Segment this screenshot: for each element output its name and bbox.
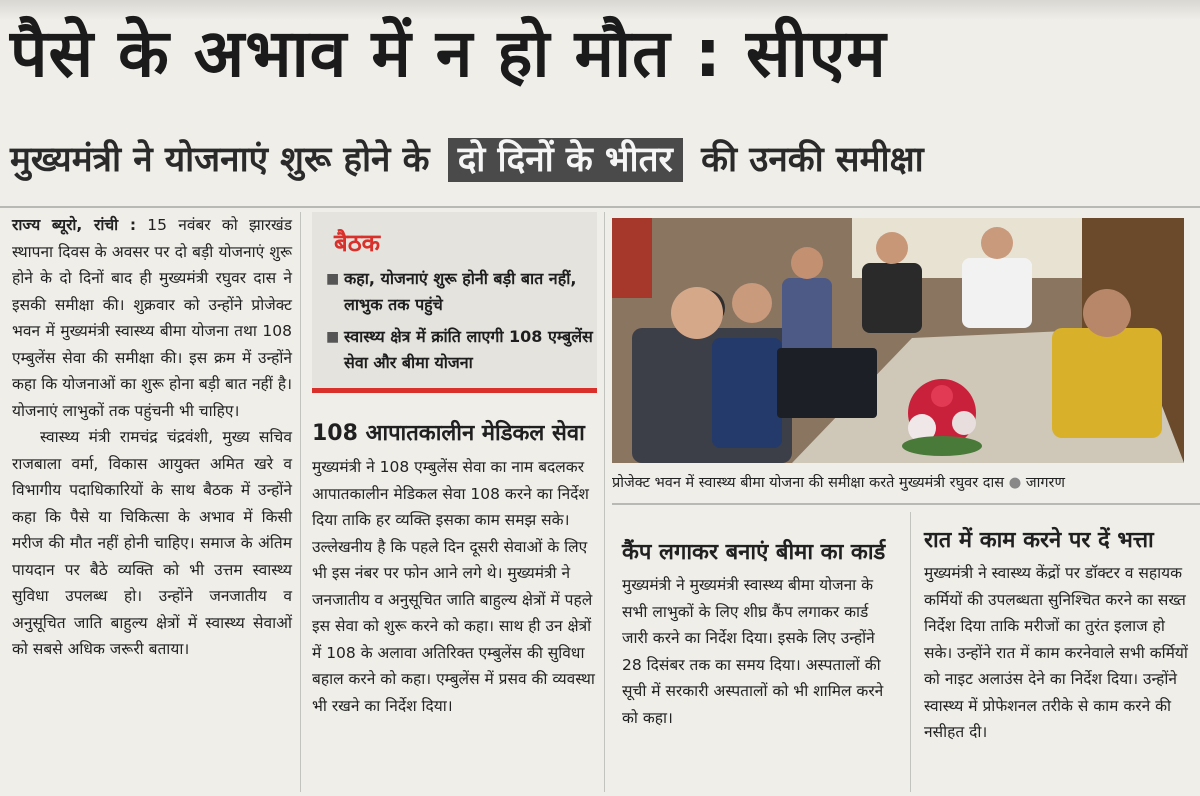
baithak-point-text: कहा, योजनाएं शुरू होनी बड़ी बात नहीं, लाभुक तक पहुंचे <box>344 269 577 314</box>
baithak-point <box>324 324 594 376</box>
subheadline <box>10 130 1195 198</box>
subhead-highlight: दो दिनों के भीतर <box>448 138 683 182</box>
baithak-box <box>312 212 597 393</box>
column-divider <box>604 212 605 792</box>
credit-dot-icon: ● <box>1008 475 1022 491</box>
main-story-column <box>12 212 292 663</box>
column-divider <box>910 512 911 792</box>
main-story-para-1 <box>12 212 292 424</box>
section-night-body: मुख्यमंत्री ने स्वास्थ्य केंद्रों पर डॉक्टर व सहायक कर्मियों की उपलब्धता सुनिश्चित करने का सख्त निर्देश दिया ताकि मरीजों का तुरंत इलाज हो सके। उन्होंने रात में काम करनेवाले सभी कर्मियों को नाइट अलाउंस देने का निर्देश दिया। उन्होंने स्वास्थ्य में प्रोफेशनल तरीके से काम करने की नसीहत दी। <box>924 564 1188 741</box>
photo-credit: जागरण <box>1025 475 1065 491</box>
main-story-para-1-text: 15 नवंबर को झारखंड स्थापना दिवस के अवसर पर दो बड़ी योजनाएं शुरू होने के दो दिनों बाद ही मुख्यमंत्री रघुवर दास ने इसकी समीक्षा की। शुक्रवार को उन्होंने प्रोजेक्ट भवन में मुख्यमंत्री स्वास्थ्य बीमा योजना तथा 108 एम्बुलेंस सेवा की समीक्षा की। इस क्रम में उन्होंने कहा कि योजनाओं का शुरू होना बड़ी बात नहीं है। योजनाएं लाभुकों तक पहुंचनी भी चाहिए। <box>12 216 293 420</box>
section-camp-title: कैंप लगाकर बनाएं बीमा का कार्ड <box>622 540 886 565</box>
section-night-title: रात में काम करने पर दें भत्ता <box>924 528 1154 553</box>
bullet-icon: ■ <box>326 271 340 287</box>
main-story-para-2: स्वास्थ्य मंत्री रामचंद्र चंद्रवंशी, मुख्य सचिव राजबाला वर्मा, विकास आयुक्त अमित खरे व विभागीय पदाधिकारियों के साथ बैठक में उन्होंने कहा कि पैसे या चिकित्सा के अभाव में किसी मरीज की मौत नहीं होनी चाहिए। समाज के अंतिम पायदान पर बैठे व्यक्ति को भी उत्तम स्वास्थ्य सुविधा उपलब्ध हो। उन्होंने जनजातीय व अनुसूचित जाति बाहुल्य क्षेत्रों में स्वास्थ्य सेवाओं को सबसे अधिक जरूरी बताया। <box>12 428 292 658</box>
baithak-tag: बैठक <box>334 229 381 257</box>
section-108-title: 108 आपातकालीन मेडिकल सेवा <box>312 421 585 446</box>
meeting-photo <box>612 218 1184 463</box>
photo-divider <box>612 503 1200 505</box>
column-divider <box>300 212 301 792</box>
section-108-body: मुख्यमंत्री ने 108 एम्बुलेंस सेवा का नाम बदलकर आपातकालीन मेडिकल सेवा 108 करने का निर्देश दिया ताकि हर व्यक्ति इसका काम समझ सके। उल्लेखनीय है कि पहले दिन दूसरी सेवाओं के लिए भी इस नंबर पर फोन आने लगे थे। मुख्यमंत्री ने जनजातीय व अनुसूचित जाति बाहुल्य क्षेत्रों में पहले इस सेवा को शुरू करने को कहा। साथ ही उन क्षेत्रों में 108 के अलावा अतिरिक्त एम्बुलेंस की सुविधा बहाल करने को कहा। एम्बुलेंस में प्रसव की व्यवस्था भी रखने का निर्देश दिया। <box>312 458 595 715</box>
baithak-points <box>324 266 594 382</box>
byline: राज्य ब्यूरो, रांची : <box>12 216 137 234</box>
bullet-icon: ■ <box>326 329 340 345</box>
subhead-text-before: मुख्यमंत्री ने योजनाएं शुरू होने के <box>10 140 430 180</box>
section-camp-body: मुख्यमंत्री ने मुख्यमंत्री स्वास्थ्य बीमा योजना के सभी लाभुकों के लिए शीघ्र कैंप लगाकर कार्ड जारी करने का निर्देश दिया। इसके लिए उन्होंने 28 दिसंबर तक का समय दिया। अस्पतालों की सूची में सरकारी अस्पतालों को भी शामिल करने को कहा। <box>622 576 884 727</box>
baithak-point <box>324 266 594 318</box>
meeting-photo-illustration <box>612 218 1184 463</box>
photo-caption <box>612 472 1192 492</box>
headline: पैसे के अभाव में न हो मौत : सीएम <box>10 15 887 92</box>
photo-caption-text: प्रोजेक्ट भवन में स्वास्थ्य बीमा योजना की समीक्षा करते मुख्यमंत्री रघुवर दास <box>612 475 1004 491</box>
subhead-text-after: की उनकी समीक्षा <box>701 140 924 180</box>
baithak-point-text: स्वास्थ्य क्षेत्र में क्रांति लाएगी 108 एम्बुलेंस सेवा और बीमा योजना <box>344 327 593 372</box>
header-divider <box>0 206 1200 208</box>
